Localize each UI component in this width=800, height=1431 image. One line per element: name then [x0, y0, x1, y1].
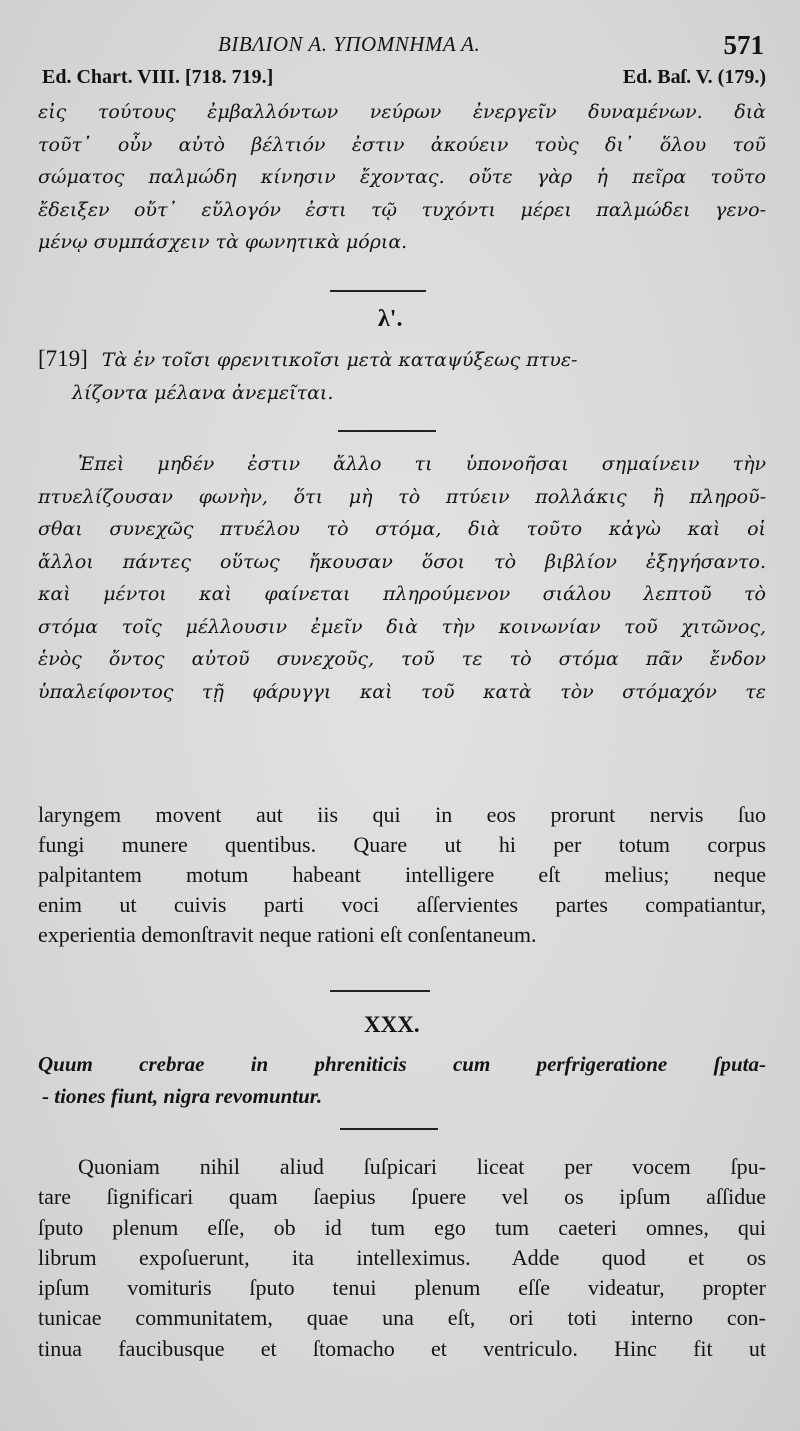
text-line: ſputo plenum eſſe, ob id tum ego tum caeteri omnes, qui [38, 1214, 766, 1240]
text-line: μένῳ συμπάσχειν τὰ φωνητικὰ μόρια. [38, 231, 408, 253]
text-line: experientia demonſtravit neque rationi eſt conſentaneum. [38, 922, 537, 947]
latin-section-number: XXX. [364, 1012, 420, 1037]
text-line: στόμα τοῖς μέλλουσιν ἐμεῖν διὰ τὴν κοινωνίαν τοῦ χιτῶνος, [38, 615, 766, 638]
heading-line: - tiones fiunt, nigra revomuntur. [42, 1084, 323, 1108]
text-line: καὶ μέντοι καὶ φαίνεται πληρούμενον σιάλου λεπτοῦ τὸ [38, 583, 766, 605]
text-line: τοῦτ᾽ οὖν αὐτὸ βέλτιόν ἐστιν ἀκούειν τοὺς δι᾽ ὅλου τοῦ [38, 133, 766, 156]
text-line: ἔδειξεν οὔτ᾽ εὔλογόν ἐστι τῷ τυχόντι μέρει παλμώδει γενο- [38, 198, 766, 221]
text-line: σώματος παλμώδη κίνησιν ἔχοντας. οὔτε γὰρ ἡ πεῖρα τοῦτο [38, 166, 766, 188]
text-line: tinua faucibusque et ſtomacho et ventriculo. Hinc fit ut [38, 1335, 766, 1361]
heading-line: Τὰ ἐν τοῖσι φρενιτικοῖσι μετὰ καταψύξεως πτυε- [101, 349, 578, 371]
text-line: ipſum vomituris ſputo tenui plenum eſſe videatur, propter [38, 1275, 766, 1301]
greek-section-number: λ'. [378, 306, 403, 332]
heading-line: Quum crebrae in phreniticis cum perfrigeratione ſputa- [38, 1052, 766, 1076]
text-line: tare ſignificari quam ſaepius ſpuere vel os ipſum aſſidue [38, 1184, 766, 1210]
text-line: ἄλλοι πάντες οὕτως ἤκουσαν ὅσοι τὸ βιβλίον ἐξηγήσαντο. [38, 550, 766, 573]
running-head [0, 30, 800, 64]
divider-rule [330, 290, 426, 292]
divider-rule [338, 430, 436, 432]
greek-aphorism-heading [38, 342, 766, 410]
text-line: laryngem movent aut iis qui in eos prorunt nervis ſuo [38, 802, 766, 827]
running-head-title: ΒΙΒΛΙΟΝ Α. ΥΠΟΜΝΗΜΑ Α. [218, 32, 481, 56]
text-line: librum expoſuerunt, ita intelleximus. Adde quod et os [38, 1244, 766, 1270]
greek-paragraph-2 [38, 448, 766, 708]
text-line: ἑνὸς ὄντος αὐτοῦ συνεχοῦς, τοῦ τε τὸ στόμα πᾶν ἔνδον [38, 648, 766, 670]
edition-references [42, 66, 766, 94]
edition-ref-basel: Ed. Baſ. V. (179.) [622, 66, 766, 88]
latin-paragraph-1 [38, 800, 766, 950]
divider-rule [340, 1128, 438, 1130]
text-line: ὑπαλείφοντος τῇ φάρυγγι καὶ τοῦ κατὰ τὸν στόμαχόν τε [38, 680, 766, 703]
text-line: enim ut cuivis parti voci aſſervientes partes compatiantur, [38, 892, 766, 917]
text-line: Ἐπεὶ μηδέν ἐστιν ἄλλο τι ὑπονοῆσαι σημαίνειν τὴν [78, 453, 766, 475]
text-line: εἰς τούτους ἐμβαλλόντων νεύρων ἐνεργεῖν δυναμένων. διὰ [38, 101, 766, 123]
text-line: πτυελίζουσαν φωνὴν, ὅτι μὴ τὸ πτύειν πολλάκις ἢ πληροῦ- [38, 485, 766, 508]
latin-paragraph-2 [38, 1152, 766, 1364]
text-line: fungi munere quentibus. Quare ut hi per totum corpus [38, 832, 766, 857]
text-line: tunicae communitatem, quae una eſt, ori toti interno con- [38, 1305, 766, 1331]
text-line: σθαι συνεχῶς πτυέλου τὸ στόμα, διὰ τοῦτο κἀγὼ καὶ οἱ [38, 518, 766, 540]
page-number: 571 [723, 30, 764, 60]
greek-paragraph-1 [38, 96, 766, 259]
heading-line: λίζοντα μέλανα ἀνεμεῖται. [72, 382, 334, 404]
edition-ref-chartier: Ed. Chart. VIII. [718. 719.] [42, 66, 274, 88]
page-reference: [719] [38, 346, 88, 371]
divider-rule [330, 990, 430, 992]
text-line: Quoniam nihil aliud ſuſpicari liceat per vocem ſpu- [78, 1154, 766, 1179]
text-line: palpitantem motum habeant intelligere eſt melius; neque [38, 862, 766, 887]
latin-aphorism-heading [38, 1048, 766, 1112]
